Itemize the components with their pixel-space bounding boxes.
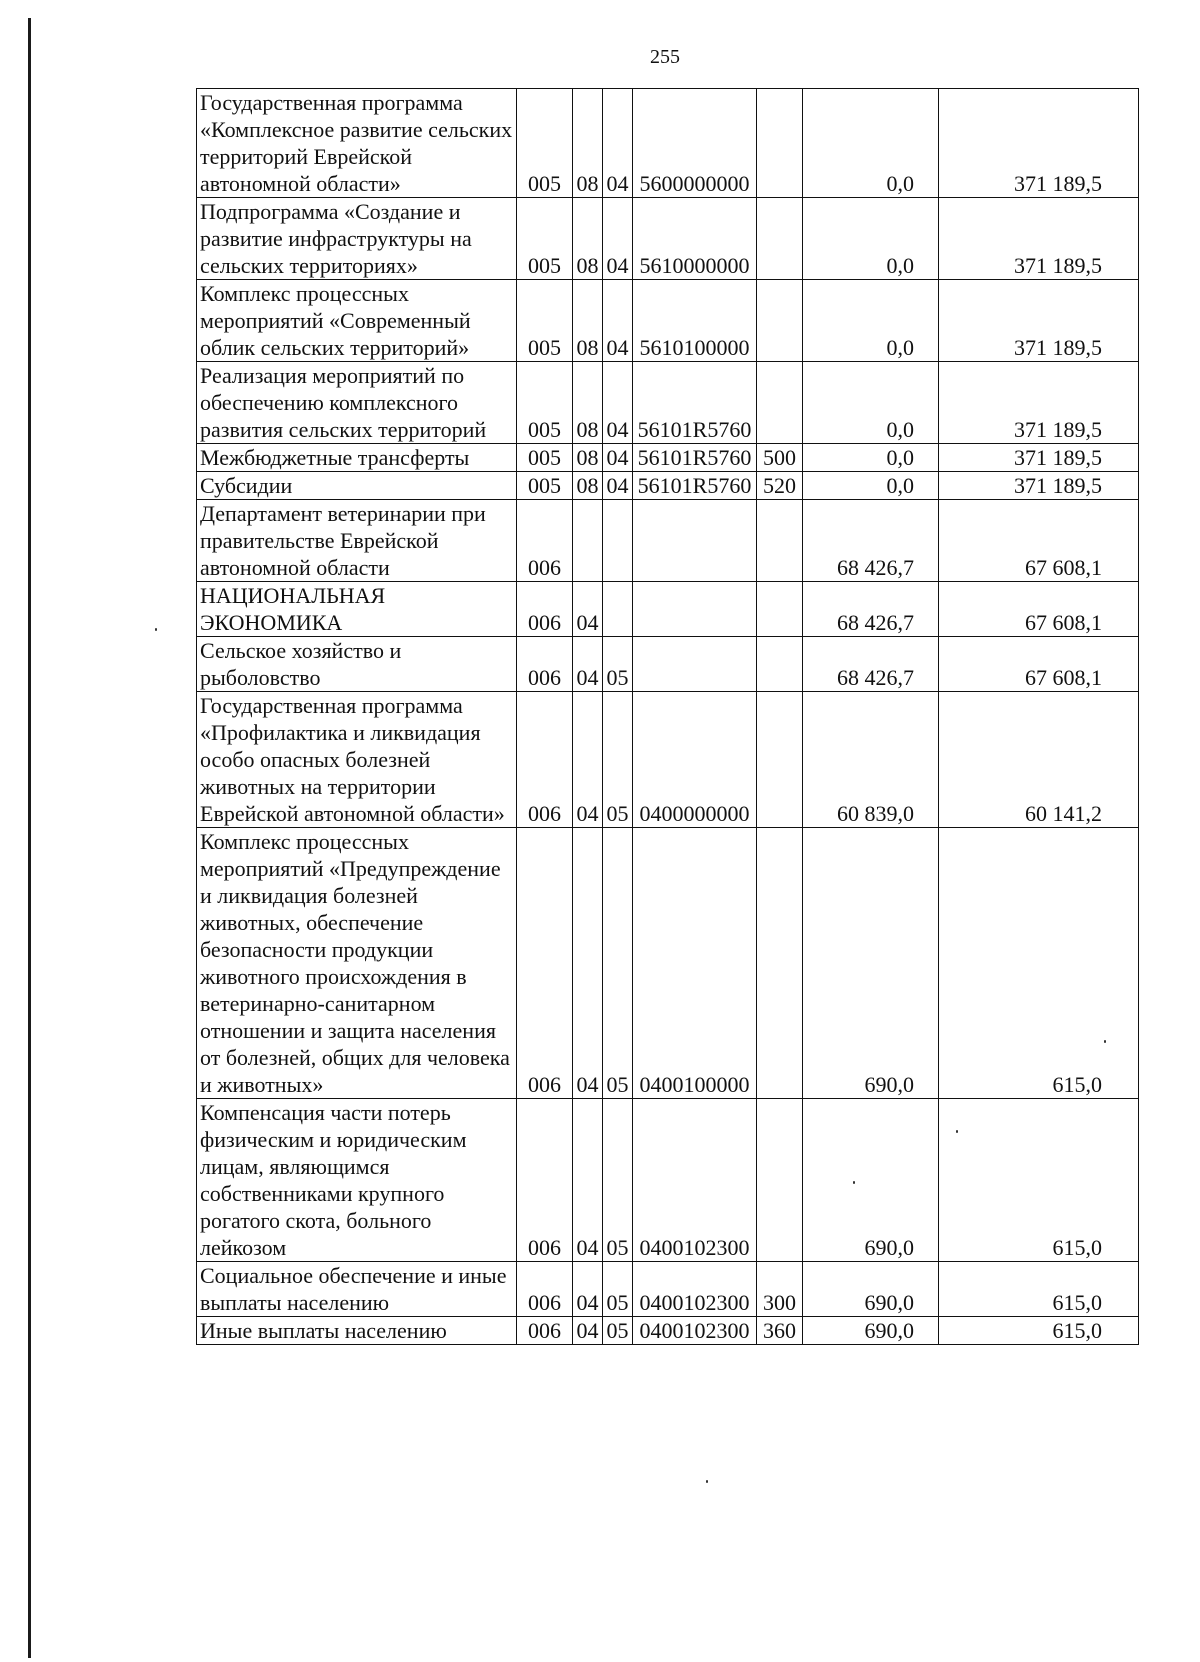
row-amount-1: 60 839,0 xyxy=(803,692,939,828)
row-amount-2: 371 189,5 xyxy=(939,198,1139,280)
row-amount-2: 371 189,5 xyxy=(939,472,1139,500)
table-row xyxy=(197,362,1139,444)
table-row xyxy=(197,89,1139,198)
row-subsection-code: 05 xyxy=(603,637,633,692)
table-row xyxy=(197,444,1139,472)
row-amount-2: 615,0 xyxy=(939,1262,1139,1317)
row-section-code: 08 xyxy=(573,472,603,500)
row-section-code: 08 xyxy=(573,444,603,472)
page-number: 255 xyxy=(650,46,680,68)
row-target-article: 0400102300 xyxy=(633,1317,757,1345)
row-amount-1: 0,0 xyxy=(803,362,939,444)
row-amount-2: 67 608,1 xyxy=(939,582,1139,637)
row-target-article: 5610000000 xyxy=(633,198,757,280)
row-expense-type xyxy=(757,692,803,828)
row-expense-type: 300 xyxy=(757,1262,803,1317)
row-amount-2: 615,0 xyxy=(939,1099,1139,1262)
row-name: Государственная программа «Профилактика и ликвидация особо опасных болезней животных на территории Еврейской автономной области» xyxy=(197,692,517,828)
table-row xyxy=(197,198,1139,280)
row-amount-2: 371 189,5 xyxy=(939,280,1139,362)
row-target-article: 56101R5760 xyxy=(633,362,757,444)
row-section-code: 08 xyxy=(573,362,603,444)
row-section-code: 04 xyxy=(573,692,603,828)
row-subsection-code: 04 xyxy=(603,472,633,500)
row-subsection-code: 05 xyxy=(603,1317,633,1345)
row-amount-1: 68 426,7 xyxy=(803,637,939,692)
row-section-code: 04 xyxy=(573,1099,603,1262)
row-expense-type xyxy=(757,500,803,582)
row-target-article: 0400102300 xyxy=(633,1099,757,1262)
row-expense-type xyxy=(757,828,803,1099)
row-expense-type xyxy=(757,362,803,444)
row-section-code xyxy=(573,500,603,582)
row-target-article: 0400000000 xyxy=(633,692,757,828)
row-section-code: 04 xyxy=(573,828,603,1099)
row-subsection-code: 04 xyxy=(603,280,633,362)
row-ved-code: 006 xyxy=(517,1262,573,1317)
row-subsection-code: 05 xyxy=(603,1099,633,1262)
table-row xyxy=(197,637,1139,692)
row-subsection-code: 04 xyxy=(603,444,633,472)
row-subsection-code: 04 xyxy=(603,362,633,444)
row-target-article xyxy=(633,582,757,637)
row-expense-type xyxy=(757,280,803,362)
row-name: Департамент ветеринарии при правительстве Еврейской автономной области xyxy=(197,500,517,582)
row-ved-code: 005 xyxy=(517,362,573,444)
row-ved-code: 005 xyxy=(517,280,573,362)
row-ved-code: 006 xyxy=(517,692,573,828)
row-ved-code: 006 xyxy=(517,637,573,692)
row-name: Социальное обеспечение и иные выплаты населению xyxy=(197,1262,517,1317)
binding-margin-line xyxy=(28,18,31,1658)
row-amount-1: 0,0 xyxy=(803,472,939,500)
scan-speck xyxy=(155,628,157,631)
row-name: Реализация мероприятий по обеспечению комплексного развития сельских территорий xyxy=(197,362,517,444)
row-ved-code: 006 xyxy=(517,500,573,582)
row-target-article: 0400100000 xyxy=(633,828,757,1099)
row-amount-2: 67 608,1 xyxy=(939,637,1139,692)
row-amount-2: 67 608,1 xyxy=(939,500,1139,582)
row-section-code: 04 xyxy=(573,637,603,692)
row-ved-code: 005 xyxy=(517,89,573,198)
row-amount-2: 615,0 xyxy=(939,828,1139,1099)
row-subsection-code: 05 xyxy=(603,692,633,828)
row-expense-type xyxy=(757,89,803,198)
row-section-code: 04 xyxy=(573,1317,603,1345)
table-row xyxy=(197,828,1139,1099)
row-target-article xyxy=(633,500,757,582)
row-name: Комплекс процессных мероприятий «Предупреждение и ликвидация болезней животных, обеспечение безопасности продукции животного происхождения в ветеринарно-санитарном отношении и защита населения от болезней, общих для человека и животных» xyxy=(197,828,517,1099)
row-target-article xyxy=(633,637,757,692)
row-ved-code: 005 xyxy=(517,472,573,500)
row-section-code: 08 xyxy=(573,89,603,198)
row-amount-2: 60 141,2 xyxy=(939,692,1139,828)
row-name: Компенсация части потерь физическим и юридическим лицам, являющимся собственниками крупного рогатого скота, больного лейкозом xyxy=(197,1099,517,1262)
row-section-code: 08 xyxy=(573,280,603,362)
row-ved-code: 005 xyxy=(517,198,573,280)
budget-table xyxy=(196,88,1139,1345)
row-ved-code: 006 xyxy=(517,1317,573,1345)
row-subsection-code: 05 xyxy=(603,828,633,1099)
row-amount-1: 68 426,7 xyxy=(803,582,939,637)
row-amount-1: 690,0 xyxy=(803,1099,939,1262)
row-amount-2: 371 189,5 xyxy=(939,89,1139,198)
row-amount-1: 68 426,7 xyxy=(803,500,939,582)
row-ved-code: 006 xyxy=(517,1099,573,1262)
row-target-article: 5610100000 xyxy=(633,280,757,362)
row-name: Государственная программа «Комплексное развитие сельских территорий Еврейской автономной области» xyxy=(197,89,517,198)
row-section-code: 04 xyxy=(573,582,603,637)
row-name: Межбюджетные трансферты xyxy=(197,444,517,472)
row-amount-1: 690,0 xyxy=(803,1317,939,1345)
table-row xyxy=(197,1262,1139,1317)
row-expense-type xyxy=(757,198,803,280)
row-amount-2: 371 189,5 xyxy=(939,362,1139,444)
row-subsection-code xyxy=(603,582,633,637)
row-name: Субсидии xyxy=(197,472,517,500)
row-name: Комплекс процессных мероприятий «Современный облик сельских территорий» xyxy=(197,280,517,362)
scan-speck xyxy=(706,1480,708,1483)
row-expense-type: 500 xyxy=(757,444,803,472)
table-row xyxy=(197,500,1139,582)
row-target-article: 0400102300 xyxy=(633,1262,757,1317)
row-target-article: 5600000000 xyxy=(633,89,757,198)
row-ved-code: 005 xyxy=(517,444,573,472)
row-subsection-code: 05 xyxy=(603,1262,633,1317)
row-amount-1: 0,0 xyxy=(803,444,939,472)
table-row xyxy=(197,472,1139,500)
table-row xyxy=(197,1099,1139,1262)
row-amount-1: 690,0 xyxy=(803,828,939,1099)
row-subsection-code xyxy=(603,500,633,582)
row-expense-type: 360 xyxy=(757,1317,803,1345)
row-ved-code: 006 xyxy=(517,828,573,1099)
row-section-code: 04 xyxy=(573,1262,603,1317)
row-amount-2: 371 189,5 xyxy=(939,444,1139,472)
row-name: НАЦИОНАЛЬНАЯ ЭКОНОМИКА xyxy=(197,582,517,637)
row-section-code: 08 xyxy=(573,198,603,280)
row-amount-1: 0,0 xyxy=(803,280,939,362)
row-ved-code: 006 xyxy=(517,582,573,637)
row-expense-type xyxy=(757,1099,803,1262)
row-amount-1: 0,0 xyxy=(803,198,939,280)
row-target-article: 56101R5760 xyxy=(633,444,757,472)
row-name: Сельское хозяйство и рыболовство xyxy=(197,637,517,692)
table-row xyxy=(197,582,1139,637)
row-subsection-code: 04 xyxy=(603,89,633,198)
row-amount-1: 690,0 xyxy=(803,1262,939,1317)
row-expense-type xyxy=(757,637,803,692)
row-target-article: 56101R5760 xyxy=(633,472,757,500)
row-expense-type: 520 xyxy=(757,472,803,500)
row-name: Иные выплаты населению xyxy=(197,1317,517,1345)
table-row xyxy=(197,692,1139,828)
row-expense-type xyxy=(757,582,803,637)
row-amount-2: 615,0 xyxy=(939,1317,1139,1345)
table-row xyxy=(197,280,1139,362)
table-row xyxy=(197,1317,1139,1345)
row-name: Подпрограмма «Создание и развитие инфраструктуры на сельских территориях» xyxy=(197,198,517,280)
row-subsection-code: 04 xyxy=(603,198,633,280)
row-amount-1: 0,0 xyxy=(803,89,939,198)
